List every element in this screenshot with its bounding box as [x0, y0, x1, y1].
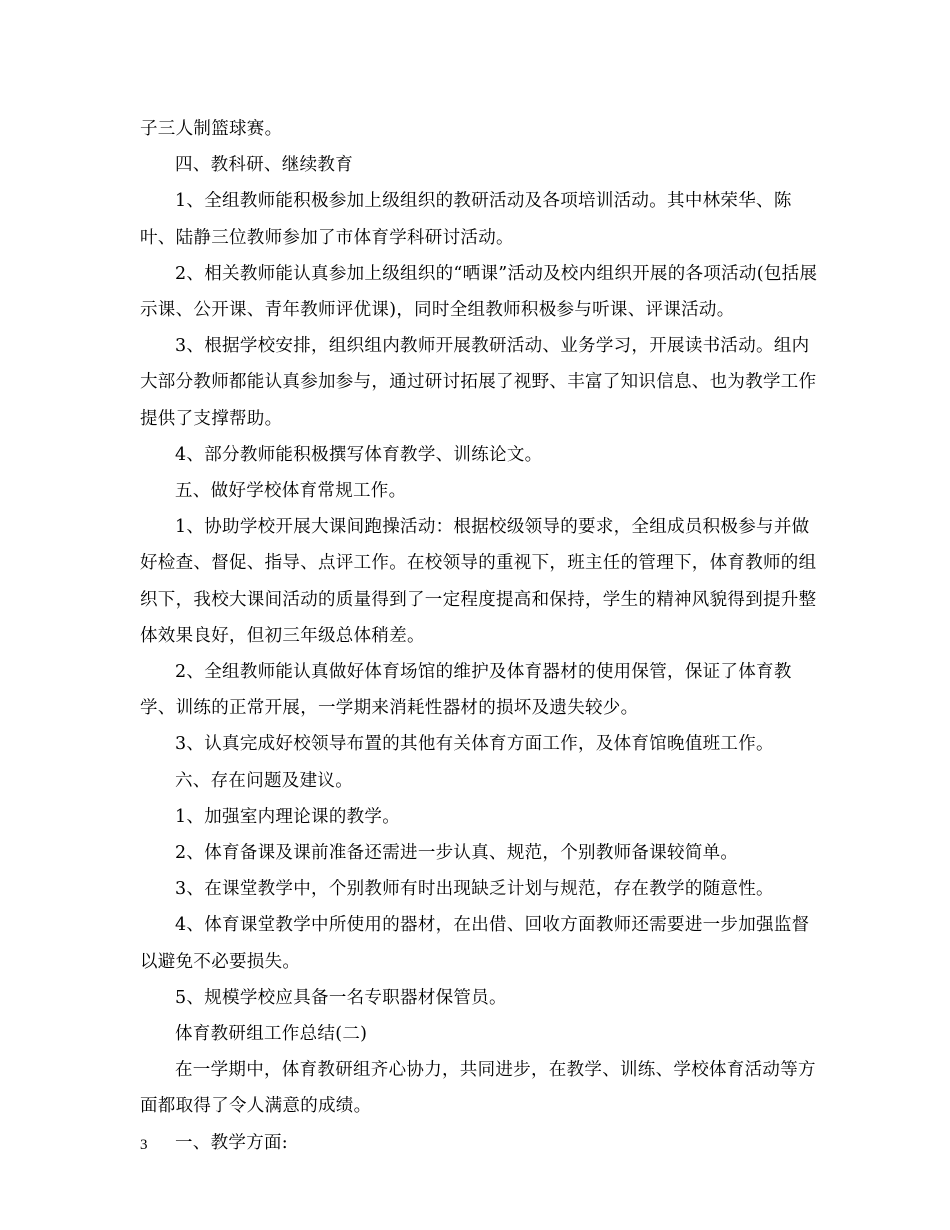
paragraph: 4、体育课堂教学中所使用的器材，在出借、回收方面教师还需要进一步加强监督以避免不必要损失。 — [140, 915, 810, 972]
paragraph: 4、部分教师能积极撰写体育教学、训练论文。 — [175, 444, 543, 465]
document-body — [140, 111, 820, 1161]
section-heading: 四、教科研、继续教育 — [175, 155, 353, 176]
paragraph: 5、规模学校应具备一名专职器材保管员。 — [175, 987, 507, 1008]
section-heading: 五、做好学校体育常规工作。 — [175, 481, 407, 502]
paragraph: 在一学期中，体育教研组齐心协力，共同进步，在教学、训练、学校体育活动等方面都取得了令人满意的成绩。 — [140, 1060, 816, 1117]
paragraph: 3、在课堂教学中，个别教师有时出现缺乏计划与规范，存在教学的随意性。 — [175, 879, 774, 900]
section-heading: 六、存在问题及建议。 — [175, 770, 353, 791]
paragraph: 3、根据学校安排，组织组内教师开展教研活动、业务学习，开展读书活动。组内大部分教师都能认真参加参与，通过研讨拓展了视野、丰富了知识信息、也为教学工作提供了支撑帮助。 — [140, 336, 817, 429]
paragraph: 1、加强室内理论课的教学。 — [175, 806, 401, 827]
paragraph: 子三人制篮球赛。 — [140, 119, 283, 139]
paragraph: 2、相关教师能认真参加上级组织的“晒课”活动及校内组织开展的各项活动(包括展示课、公开课、青年教师评优课)，同时全组教师积极参与听课、评课活动。 — [140, 263, 818, 321]
paragraph: 1、全组教师能积极参加上级组织的教研活动及各项培训活动。其中林荣华、陈叶、陆静三位教师参加了市体育学科研讨活动。 — [140, 191, 792, 248]
paragraph: 2、全组教师能认真做好体育场馆的维护及体育器材的使用保管，保证了体育教学、训练的正常开展，一学期来消耗性器材的损坏及遗失较少。 — [140, 662, 792, 719]
section-heading: 一、教学方面: — [175, 1132, 288, 1153]
paragraph: 2、体育备课及课前准备还需进一步认真、规范，个别教师备课较简单。 — [175, 843, 739, 864]
paragraph: 1、协助学校开展大课间跑操活动：根据校级领导的要求，全组成员积极参与并做好检查、督促、指导、点评工作。在校领导的重视下，班主任的管理下，体育教师的组织下，我校大课间活动的质量得到了一定程度提高和保持，学生的精神风貌得到提升整体效果良好，但初三年级总体稍差。 — [140, 517, 817, 646]
paragraph: 3、认真完成好校领导布置的其他有关体育方面工作，及体育馆晚值班工作。 — [175, 734, 774, 755]
document-subtitle: 体育教研组工作总结(二) — [175, 1024, 368, 1045]
page-number: 3 — [140, 1137, 148, 1153]
